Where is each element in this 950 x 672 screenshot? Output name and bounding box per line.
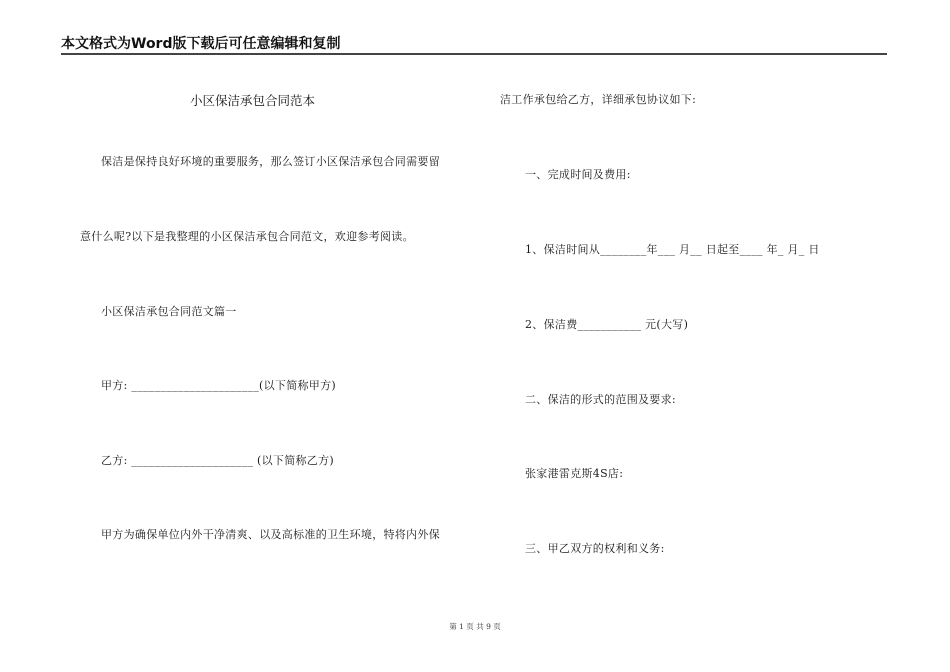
cleaning-period-line: 1、保洁时间从________年___ 月__ 日起至____ 年_ 月_ 日 <box>525 243 820 256</box>
left-paragraph-3: 小区保洁承包合同范文篇一 <box>101 305 237 318</box>
left-paragraph-1: 保洁是保持良好环境的重要服务，那么签订小区保洁承包合同需要留 <box>101 155 440 168</box>
location-line: 张家港雷克斯4S店: <box>525 467 624 480</box>
document-title: 小区保洁承包合同范本 <box>190 93 316 108</box>
right-paragraph-1: 洁工作承包给乙方，详细承包协议如下: <box>500 93 697 106</box>
cleaning-fee-line: 2、保洁费___________ 元(大写) <box>525 318 689 331</box>
section-2-heading: 二、保洁的形式的范围及要求: <box>525 393 676 406</box>
section-1-heading: 一、完成时间及费用: <box>525 168 631 181</box>
left-paragraph-2: 意什么呢?以下是我整理的小区保洁承包合同范文，欢迎参考阅读。 <box>80 230 414 243</box>
left-paragraph-6: 甲方为确保单位内外干净清爽、以及高标准的卫生环境，特将内外保 <box>101 528 440 541</box>
section-3-heading: 三、甲乙双方的权利和义务: <box>525 542 665 555</box>
party-a-line: 甲方: ______________________(以下简称甲方) <box>101 379 336 392</box>
page-indicator: 第 1 页 共 9 页 <box>449 622 501 631</box>
header-banner: 本文格式为Word版下载后可任意编辑和复制 <box>61 36 341 52</box>
party-b-line: 乙方: _____________________ (以下简称乙方) <box>101 454 334 467</box>
header-divider <box>61 53 887 55</box>
